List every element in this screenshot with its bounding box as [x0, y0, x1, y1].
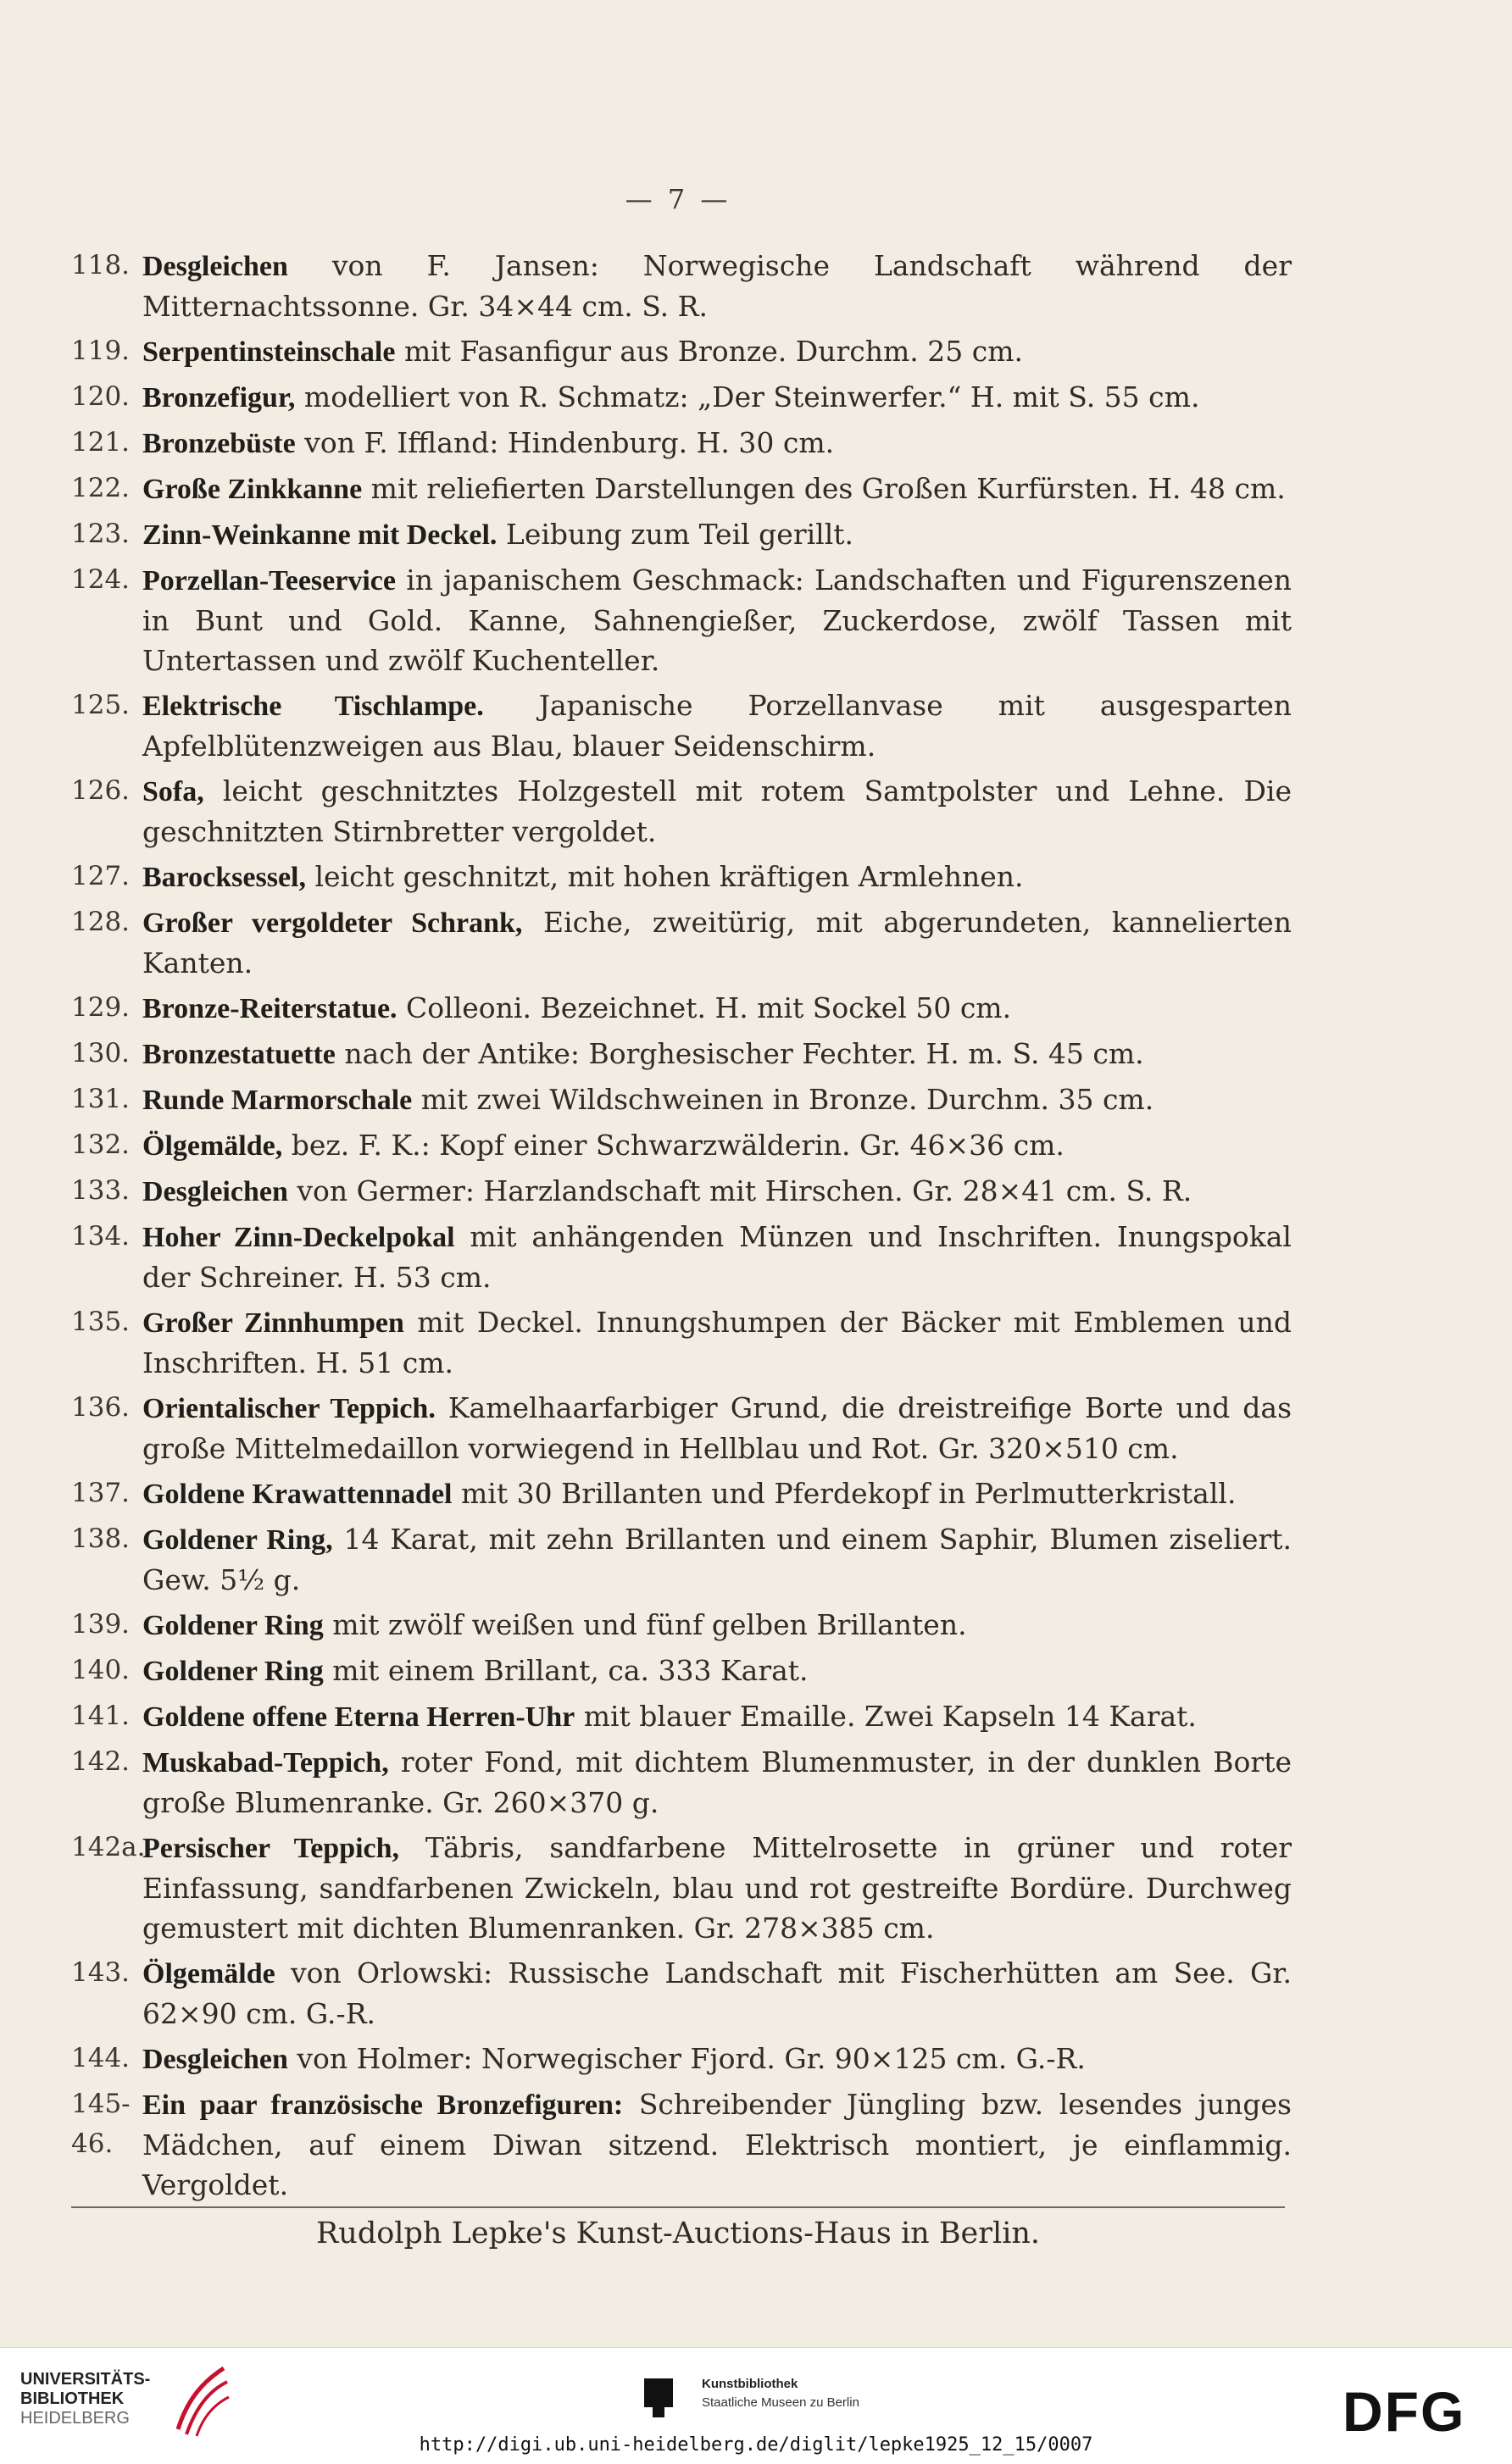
entry-title: Bronze-Reiterstatue. [142, 993, 397, 1024]
entry-text: Colleoni. Bezeichnet. H. mit Sockel 50 cm. [397, 991, 1012, 1024]
catalog-entry [71, 1125, 1292, 1166]
uni-line-1: UNIVERSITÄTS- [20, 2370, 151, 2389]
entry-number: 142. [71, 1746, 131, 1777]
entry-body [142, 1388, 1292, 1468]
catalog-entry [71, 902, 1292, 983]
entry-text: mit reliefierten Darstellungen des Großen Kurfürsten. H. 48 cm. [362, 472, 1286, 505]
footer-bar [0, 2347, 1512, 2464]
entry-number: 124. [71, 564, 131, 595]
entry-text: Japanische Porzellanvase mit ausgesparten Apfelblütenzweigen aus Blau, blauer Seidenschirm. [142, 689, 1292, 763]
entry-number: 127. [71, 861, 131, 891]
entry-title: Großer Zinnhumpen [142, 1307, 404, 1339]
entry-text: leicht geschnitztes Holzgestell mit rotem Samtpolster und Lehne. Die geschnitzten Stirnbretter vergoldet. [142, 774, 1292, 848]
entry-text: von Orlowski: Russische Landschaft mit Fischerhütten am See. Gr. 62×90 cm. G.-R. [142, 1956, 1292, 2030]
entry-text: 14 Karat, mit zehn Brillanten und einem Saphir, Blumen ziseliert. Gew. 5½ g. [142, 1523, 1292, 1596]
catalog-entry [71, 1473, 1292, 1514]
entry-text: nach der Antike: Borghesischer Fechter. H. m. S. 45 cm. [335, 1037, 1144, 1070]
entry-text: mit 30 Brillanten und Pferdekopf in Perlmutterkristall. [452, 1477, 1237, 1510]
entry-text: in japanischem Geschmack: Landschaften und Figurenszenen in Bunt und Gold. Kanne, Sahnengießer, Zuckerdose, zwölf Tassen mit Untertassen und zwölf Kuchenteller. [142, 563, 1292, 677]
divider-rule [71, 2206, 1285, 2208]
entry-number: 126. [71, 775, 131, 806]
catalog-entries [71, 246, 1292, 2210]
entry-body [142, 514, 1292, 555]
entry-body [142, 857, 1292, 897]
entry-number: 138. [71, 1523, 131, 1554]
entry-title: Desgleichen [142, 251, 288, 282]
entry-title: Muskabad-Teppich, [142, 1747, 389, 1779]
catalog-entry [71, 246, 1292, 326]
entry-text: mit einem Brillant, ca. 333 Karat. [323, 1654, 809, 1687]
entry-body [142, 377, 1292, 418]
entry-title: Bronzebüste [142, 428, 296, 459]
entry-number: 134. [71, 1221, 131, 1251]
catalog-entry [71, 423, 1292, 463]
entry-text: Leibung zum Teil gerillt. [497, 518, 854, 551]
entry-number: 128. [71, 907, 131, 937]
entry-text: bez. F. K.: Kopf einer Schwarzwälderin. Gr. 46×36 cm. [282, 1129, 1065, 1162]
catalog-entry [71, 1034, 1292, 1074]
catalog-entry [71, 1742, 1292, 1823]
entry-number: 139. [71, 1609, 131, 1640]
entry-number: 133. [71, 1175, 131, 1206]
catalog-entry [71, 685, 1292, 766]
dfg-logo-text: DFG [1342, 2382, 1466, 2441]
entry-title: Ölgemälde [142, 1958, 275, 1990]
catalog-entry [71, 1079, 1292, 1120]
entry-title: Goldene Krawattennadel [142, 1479, 453, 1510]
entry-number: 120. [71, 381, 131, 412]
entry-body [142, 902, 1292, 983]
entry-number: 123. [71, 519, 131, 549]
entry-number: 119. [71, 336, 131, 366]
entry-number: 132. [71, 1129, 131, 1160]
entry-body [142, 1651, 1292, 1691]
catalog-entry [71, 857, 1292, 897]
entry-number: 130. [71, 1038, 131, 1068]
entry-text: von F. Jansen: Norwegische Landschaft während der Mitternachtssonne. Gr. 34×44 cm. S. R. [142, 249, 1292, 323]
entry-body [142, 1696, 1292, 1737]
catalog-entry [71, 560, 1292, 680]
entry-number: 137. [71, 1478, 131, 1508]
entry-title: Persischer Teppich, [142, 1833, 400, 1864]
entry-number: 136. [71, 1392, 131, 1423]
kunstbibliothek-subtitle: Staatliche Museen zu Berlin [702, 2395, 859, 2410]
catalog-entry [71, 1519, 1292, 1600]
entry-title: Runde Marmorschale [142, 1085, 413, 1116]
entry-body [142, 1953, 1292, 2034]
entry-body [142, 1034, 1292, 1074]
entry-text: mit blauer Emaille. Zwei Kapseln 14 Karat. [575, 1700, 1197, 1733]
entry-number: 131. [71, 1084, 131, 1114]
entry-title: Ein paar französische Bronzefiguren: [142, 2089, 624, 2121]
catalog-entry [71, 1171, 1292, 1212]
catalog-entry [71, 1302, 1292, 1383]
entry-number: 141. [71, 1701, 131, 1731]
entry-number: 140. [71, 1655, 131, 1685]
kunstbibliothek-name: Kunstbibliothek [702, 2377, 798, 2391]
entry-number: 135. [71, 1307, 131, 1337]
entry-title: Goldene offene Eterna Herren-Uhr [142, 1701, 575, 1733]
entry-text: mit anhängenden Münzen und Inschriften. Inungspokal der Schreiner. H. 53 cm. [142, 1220, 1292, 1294]
entry-text: von Germer: Harzlandschaft mit Hirschen. Gr. 28×41 cm. S. R. [287, 1174, 1192, 1207]
entry-body [142, 423, 1292, 463]
catalog-entry [71, 1651, 1292, 1691]
entry-title: Porzellan-Teeservice [142, 565, 396, 597]
entry-text: Eiche, zweitürig, mit abgerundeten, kannelierten Kanten. [142, 906, 1292, 979]
entry-body [142, 685, 1292, 766]
entry-text: roter Fond, mit dichtem Blumenmuster, in der dunklen Borte große Blumenranke. Gr. 260×370 g. [142, 1745, 1292, 1819]
entry-title: Orientalischer Teppich. [142, 1393, 436, 1424]
entry-title: Bronzefigur, [142, 382, 296, 413]
entry-number: 144. [71, 2043, 131, 2073]
entry-title: Sofa, [142, 776, 204, 807]
permalink-url[interactable]: http://digi.ub.uni-heidelberg.de/diglit/lepke1925_12_15/0007 [419, 2434, 1093, 2456]
dfg-logo[interactable] [1342, 2382, 1495, 2441]
entry-text: mit Deckel. Innungshumpen der Bäcker mit Emblemen und Inschriften. H. 51 cm. [142, 1306, 1292, 1379]
kunstbibliothek-emblem-icon [644, 2378, 673, 2417]
catalog-entry [71, 1217, 1292, 1297]
catalog-entry [71, 1828, 1292, 1948]
page-number: — 7 — [625, 183, 731, 215]
entry-title: Elektrische Tischlampe. [142, 691, 484, 722]
entry-title: Goldener Ring [142, 1610, 324, 1641]
uni-line-2: BIBLIOTHEK [20, 2389, 125, 2408]
entry-title: Desgleichen [142, 2044, 288, 2075]
entry-text: modelliert von R. Schmatz: „Der Steinwerfer.“ H. mit S. 55 cm. [295, 380, 1200, 413]
entry-body [142, 1605, 1292, 1645]
entry-body [142, 2084, 1292, 2205]
entry-title: Zinn-Weinkanne mit Deckel. [142, 519, 498, 551]
entry-body [142, 1079, 1292, 1120]
entry-number: 122. [71, 473, 131, 503]
catalog-entry [71, 988, 1292, 1029]
kunstbibliothek-logo[interactable] [644, 2375, 898, 2426]
entry-title: Große Zinkkanne [142, 474, 363, 505]
entry-text: von Holmer: Norwegischer Fjord. Gr. 90×125 cm. G.-R. [287, 2042, 1086, 2075]
entry-body [142, 1828, 1292, 1948]
entry-text: von F. Iffland: Hindenburg. H. 30 cm. [295, 426, 835, 459]
entry-text: Schreibender Jüngling bzw. lesendes junges Mädchen, auf einem Diwan sitzend. Elektrisch montiert, je einflammig. Vergoldet. [142, 2088, 1292, 2201]
entry-body [142, 331, 1292, 372]
publisher-imprint: Rudolph Lepke's Kunst-Auctions-Haus in Berlin. [315, 2217, 1041, 2250]
entry-title: Goldener Ring, [142, 1524, 333, 1556]
entry-body [142, 1473, 1292, 1514]
catalog-entry [71, 2039, 1292, 2079]
entry-text: Täbris, sandfarbene Mittelrosette in grüner und roter Einfassung, sandfarbenen Zwickeln, blau und rot gestreifte Bordüre. Durchweg gemustert mit dichten Blumenranken. Gr. 278×385 cm. [142, 1831, 1292, 1945]
entry-body [142, 1171, 1292, 1212]
uni-line-3: HEIDELBERG [20, 2409, 130, 2428]
entry-text: Kamelhaarfarbiger Grund, die dreistreifige Borte und das große Mittelmedaillon vorwiegend in Hellblau und Rot. Gr. 320×510 cm. [142, 1391, 1292, 1465]
entry-body [142, 988, 1292, 1029]
entry-text: mit zwei Wildschweinen in Bronze. Durchm. 35 cm. [412, 1083, 1154, 1116]
entry-text: mit Fasanfigur aus Bronze. Durchm. 25 cm. [395, 335, 1024, 368]
entry-title: Hoher Zinn-Deckelpokal [142, 1222, 455, 1253]
entry-text: mit zwölf weißen und fünf gelben Brillanten. [323, 1608, 967, 1641]
entry-number: 129. [71, 992, 131, 1023]
entry-number: 125. [71, 690, 131, 720]
catalog-entry [71, 331, 1292, 372]
university-emblem-icon [171, 2363, 231, 2439]
entry-title: Desgleichen [142, 1176, 288, 1207]
entry-title: Bronzestatuette [142, 1039, 336, 1070]
entry-body [142, 2039, 1292, 2079]
catalog-entry [71, 514, 1292, 555]
catalog-entry [71, 1605, 1292, 1645]
catalog-entry [71, 1388, 1292, 1468]
entry-title: Großer vergoldeter Schrank, [142, 907, 523, 939]
entry-body [142, 469, 1292, 509]
entry-body [142, 246, 1292, 326]
entry-number: 142a. [71, 1832, 146, 1862]
entry-body [142, 1742, 1292, 1823]
entry-title: Serpentinsteinschale [142, 336, 396, 368]
entry-number: 118. [71, 250, 131, 280]
catalog-entry [71, 1696, 1292, 1737]
entry-body [142, 1519, 1292, 1600]
entry-number: 121. [71, 427, 131, 458]
catalog-entry [71, 469, 1292, 509]
entry-body [142, 1125, 1292, 1166]
catalog-entry [71, 2084, 1292, 2205]
entry-body [142, 560, 1292, 680]
entry-title: Goldener Ring [142, 1656, 324, 1687]
entry-number: 143. [71, 1957, 131, 1988]
entry-body [142, 1302, 1292, 1383]
entry-title: Ölgemälde, [142, 1130, 283, 1162]
catalog-entry [71, 377, 1292, 418]
entry-number: 145-46. [71, 2089, 131, 2159]
entry-body [142, 1217, 1292, 1297]
entry-text: leicht geschnitzt, mit hohen kräftigen Armlehnen. [305, 860, 1024, 893]
entry-title: Barocksessel, [142, 862, 306, 893]
catalog-entry [71, 771, 1292, 852]
entry-body [142, 771, 1292, 852]
catalog-entry [71, 1953, 1292, 2034]
